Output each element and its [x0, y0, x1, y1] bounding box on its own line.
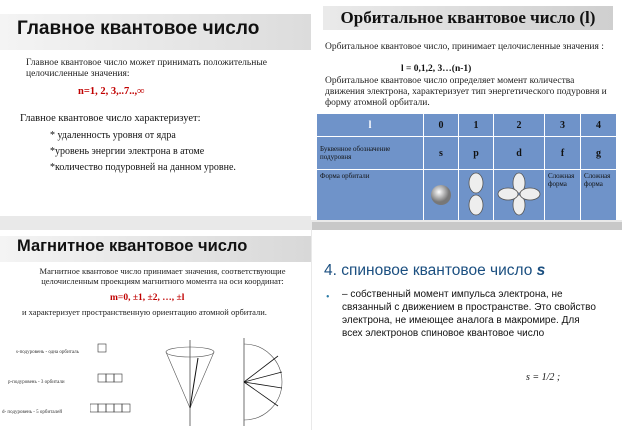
table-cell: s [424, 137, 459, 170]
list-item: *количество подуровней на данном уровне. [50, 162, 236, 173]
list-item: * удаленность уровня от ядра [50, 130, 176, 141]
diagram-label: s-подуровень - одна орбиталь [16, 350, 79, 355]
paragraph: Магнитное квантовое число принимает значения, соответствующие целочисленным проекциям магнитного момента на оси координат: [39, 266, 286, 286]
paragraph: Главное квантовое число характеризует: [20, 113, 201, 124]
table-cell: 4 [581, 114, 617, 137]
slide-title: Орбитальное квантовое число (l) [323, 6, 613, 30]
paragraph: Орбитальное квантовое число, принимает целочисленные значения : [325, 42, 604, 52]
diagram-label: d- подуровень - 5 орбиталей [2, 410, 63, 415]
table-cell: p [459, 137, 494, 170]
table-cell: f [545, 137, 581, 170]
slide-title [324, 262, 545, 280]
diagram-label: p-подуровень - 3 орбитали [8, 380, 65, 385]
projection-circle-diagram [228, 336, 296, 428]
table-cell: 0 [424, 114, 459, 137]
orbital-table [316, 113, 617, 220]
table-cell: Сложная форма [545, 170, 581, 221]
slide-spin-quantum-number [312, 222, 622, 430]
table-cell: g [581, 137, 617, 170]
orbital-cells-diagram [90, 340, 150, 428]
paragraph: Орбитальное квантовое число определяет момент количества движения электрона, характеризует тип энергетического подуровня и форму атомной орбитали. [325, 76, 607, 108]
table-row-label: Буквенное обозначение подуровня [317, 137, 424, 170]
list-item: *уровень энергии электрона в атоме [50, 146, 205, 157]
s-orbital-shape [424, 170, 459, 221]
title-band [312, 222, 622, 230]
slide-title: Магнитное квантовое число [17, 237, 248, 255]
slide-magnetic-quantum-number [0, 230, 311, 430]
formula: s = 1/2 ; [526, 372, 561, 383]
title-text: 4. спиновое квантовое число [324, 262, 537, 279]
table-cell: d [494, 137, 545, 170]
paragraph: Главное квантовое число может принимать положительные целочисленные значения: [26, 58, 267, 79]
formula: l = 0,1,2, 3…(n-1) [401, 64, 472, 74]
paragraph: – собственный момент импульса электрона, не связанный с движением в пространстве. Это свойство электрона, не имеющее аналога в макромире. Для всех электронов спиновое квантовое число [342, 289, 596, 339]
characteristics-list [50, 128, 236, 176]
d-orbital-shape [494, 170, 545, 221]
title-symbol: s [536, 262, 546, 279]
paragraph: и характеризует пространственную ориентацию атомной орбитали. [22, 307, 267, 317]
slide-title: Главное квантовое число [17, 18, 260, 39]
table-header-l: l [317, 114, 424, 137]
table-cell: 3 [545, 114, 581, 137]
bullet: • [326, 292, 330, 303]
slide-orbital-quantum-number [311, 0, 622, 220]
table-cell: Сложная форма [581, 170, 617, 221]
slide-principal-quantum-number [0, 0, 311, 216]
p-orbital-shape [459, 170, 494, 221]
table-row-label: Форма орбитали [317, 170, 424, 221]
formula: m=0, ±1, ±2, …, ±l [110, 293, 185, 303]
formula: n=1, 2, 3,..7..,∞ [78, 86, 145, 97]
table-cell: 2 [494, 114, 545, 137]
table-cell: 1 [459, 114, 494, 137]
precession-cone-diagram [160, 338, 220, 428]
